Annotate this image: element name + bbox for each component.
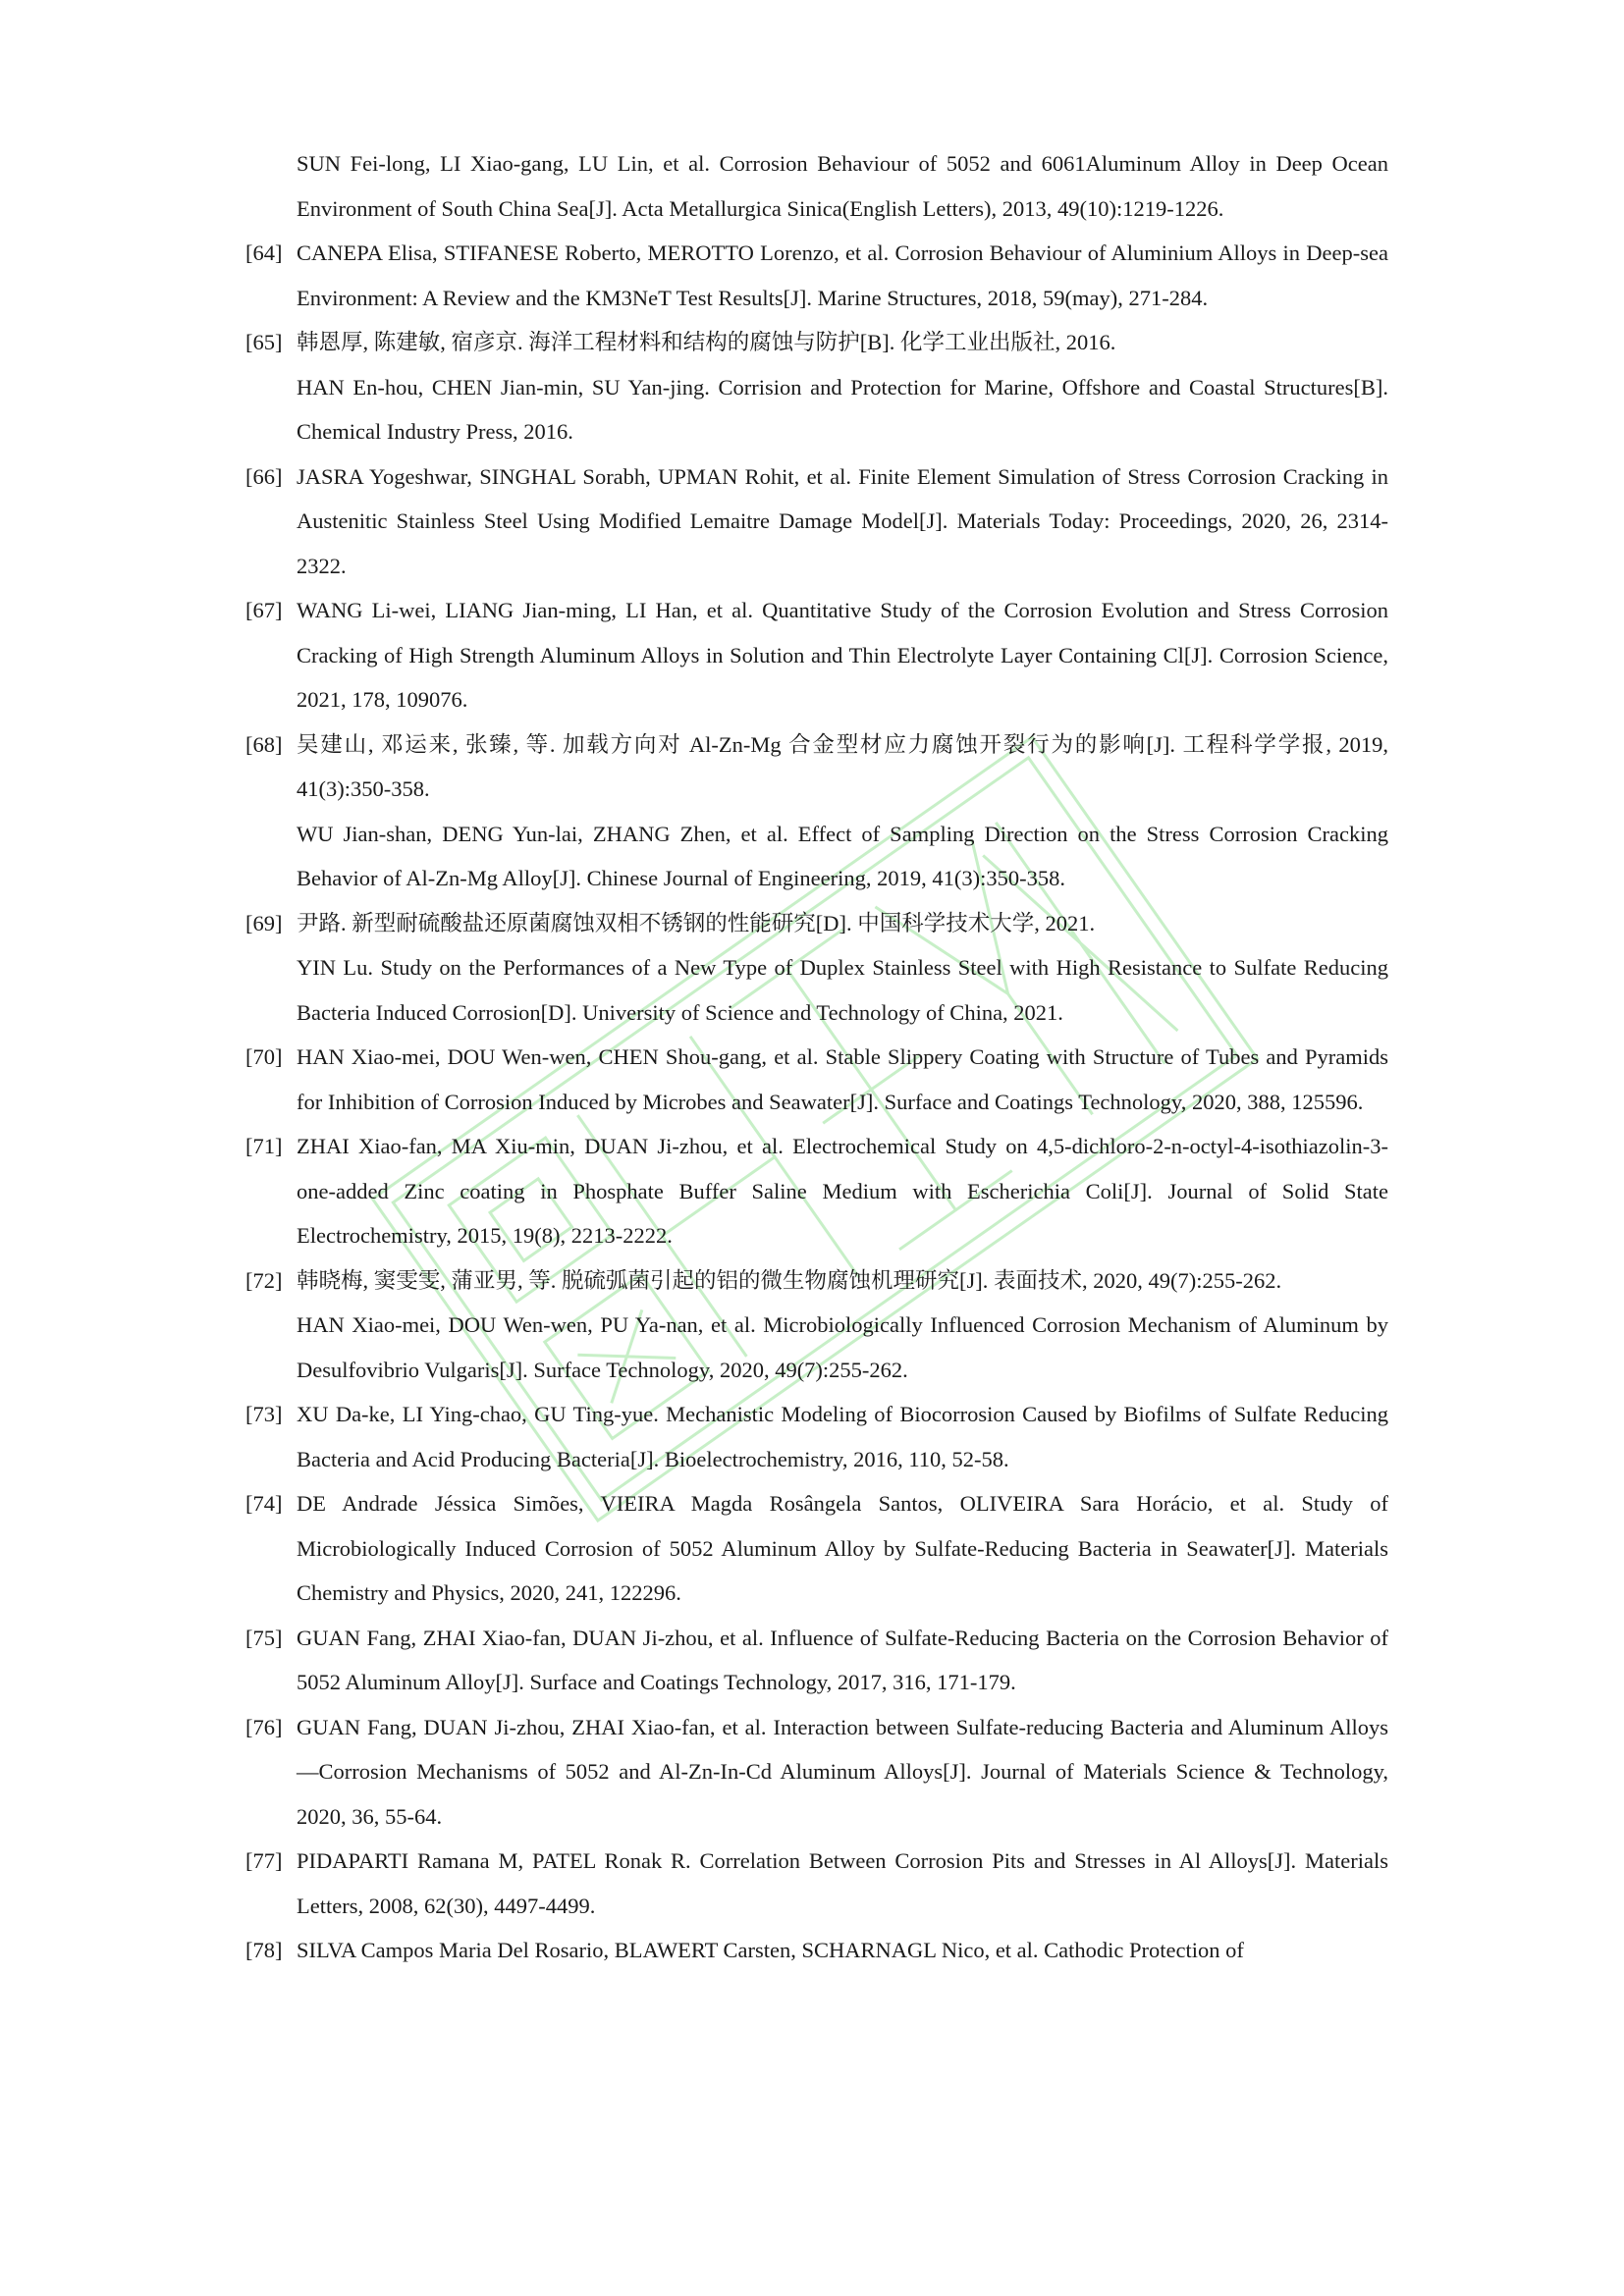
reference-item	[245, 1481, 1388, 1616]
reference-item	[245, 454, 1388, 589]
reference-text: PIDAPARTI Ramana M, PATEL Ronak R. Correlation Between Corrosion Pits and Stresses in Al Alloys[J]. Materials Letters, 2008, 62(30), 4497-4499.	[297, 1848, 1388, 1918]
reference-item	[245, 1258, 1388, 1393]
reference-item	[245, 320, 1388, 454]
reference-text: HAN Xiao-mei, DOU Wen-wen, PU Ya-nan, et al. Microbiologically Influenced Corrosion Mechanism of Aluminum by Desulfovibrio Vulgaris[J]. Surface Technology, 2020, 49(7):255-262.	[297, 1312, 1388, 1382]
reference-item	[245, 1616, 1388, 1705]
reference-number: [71]	[245, 1134, 283, 1158]
reference-item	[245, 722, 1388, 901]
reference-text: CANEPA Elisa, STIFANESE Roberto, MEROTTO Lorenzo, et al. Corrosion Behaviour of Aluminium Alloys in Deep-sea Environment: A Review and the KM3NeT Test Results[J]. Marine Structures, 2018, 59(may), 271-284.	[297, 240, 1388, 310]
reference-text: WU Jian-shan, DENG Yun-lai, ZHANG Zhen, et al. Effect of Sampling Direction on the Stress Corrosion Cracking Behavior of Al-Zn-Mg Alloy[J]. Chinese Journal of Engineering, 2019, 41(3):350-358.	[297, 821, 1388, 890]
reference-number: [69]	[245, 910, 283, 935]
reference-item	[245, 901, 1388, 1036]
reference-item	[245, 1124, 1388, 1258]
reference-number: [66]	[245, 463, 283, 489]
reference-number: [67]	[245, 598, 283, 622]
reference-text: HAN En-hou, CHEN Jian-min, SU Yan-jing. Corrision and Protection for Marine, Offshore and Coastal Structures[B]. Chemical Industry Press, 2016.	[297, 374, 1388, 444]
reference-number: [77]	[245, 1848, 283, 1873]
reference-item	[245, 231, 1388, 320]
reference-number: [72]	[245, 1267, 283, 1293]
reference-number: [78]	[245, 1938, 283, 1962]
reference-number: [73]	[245, 1402, 283, 1426]
reference-text-chinese: 韩恩厚, 陈建敏, 宿彦京. 海洋工程材料和结构的腐蚀与防护[B]. 化学工业出版社, 2016.	[297, 330, 1116, 354]
reference-text: HAN Xiao-mei, DOU Wen-wen, CHEN Shou-gang, et al. Stable Slippery Coating with Structure of Tubes and Pyramids for Inhibition of Corrosion Induced by Microbes and Seawater[J]. Surface and Coatings Technology, 2020, 388, 125596.	[297, 1044, 1388, 1114]
reference-number: [65]	[245, 330, 283, 354]
reference-text: JASRA Yogeshwar, SINGHAL Sorabh, UPMAN Rohit, et al. Finite Element Simulation of Stress Corrosion Cracking in Austenitic Stainless Steel Using Modified Lemaitre Damage Model[J]. Materials Today: Proceedings, 2020, 26, 2314-2322.	[297, 463, 1388, 578]
reference-text-chinese: 尹路. 新型耐硫酸盐还原菌腐蚀双相不锈钢的性能研究[D]. 中国科学技术大学, 2021.	[297, 910, 1096, 935]
reference-item	[245, 1705, 1388, 1840]
reference-item	[245, 1839, 1388, 1928]
reference-text: GUAN Fang, DUAN Ji-zhou, ZHAI Xiao-fan, et al. Interaction between Sulfate-reducing Bacteria and Aluminum Alloys—Corrosion Mechanisms of 5052 and Al-Zn-In-Cd Aluminum Alloys[J]. Journal of Materials Science & Technology, 2020, 36, 55-64.	[297, 1714, 1388, 1829]
reference-item	[245, 1392, 1388, 1481]
reference-text: XU Da-ke, LI Ying-chao, GU Ting-yue. Mechanistic Modeling of Biocorrosion Caused by Biofilms of Sulfate Reducing Bacteria and Acid Producing Bacteria[J]. Bioelectrochemistry, 2016, 110, 52-58.	[297, 1402, 1388, 1471]
reference-text: WANG Li-wei, LIANG Jian-ming, LI Han, et al. Quantitative Study of the Corrosion Evolution and Stress Corrosion Cracking of High Strength Aluminum Alloys in Solution and Thin Electrolyte Layer Containing Cl[J]. Corrosion Science, 2021, 178, 109076.	[297, 598, 1388, 712]
reference-number: [76]	[245, 1714, 283, 1739]
reference-text: ZHAI Xiao-fan, MA Xiu-min, DUAN Ji-zhou, et al. Electrochemical Study on 4,5-dichloro-2-n-octyl-4-isothiazolin-3-one-added Zinc coating in Phosphate Buffer Saline Medium with Escherichia Coli[J]. Journal of Solid State Electrochemistry, 2015, 19(8), 2213-2222.	[297, 1134, 1388, 1248]
reference-item	[245, 1035, 1388, 1124]
reference-list	[245, 141, 1388, 1973]
reference-item	[245, 1928, 1388, 1973]
reference-text: DE Andrade Jéssica Simões, VIEIRA Magda Rosângela Santos, OLIVEIRA Sara Horácio, et al. Study of Microbiologically Induced Corrosion of 5052 Aluminum Alloy by Sulfate-Reducing Bacteria in Seawater[J]. Materials Chemistry and Physics, 2020, 241, 122296.	[297, 1491, 1388, 1605]
reference-number: [68]	[245, 731, 283, 757]
reference-text: SILVA Campos Maria Del Rosario, BLAWERT Carsten, SCHARNAGL Nico, et al. Cathodic Protection of	[297, 1938, 1244, 1962]
reference-number: [74]	[245, 1491, 283, 1516]
reference-text: GUAN Fang, ZHAI Xiao-fan, DUAN Ji-zhou, et al. Influence of Sulfate-Reducing Bacteria on the Corrosion Behavior of 5052 Aluminum Alloy[J]. Surface and Coatings Technology, 2017, 316, 171-179.	[297, 1625, 1388, 1694]
reference-text: YIN Lu. Study on the Performances of a New Type of Duplex Stainless Steel with High Resistance to Sulfate Reducing Bacteria Induced Corrosion[D]. University of Science and Technology of China, 2021.	[297, 955, 1388, 1025]
reference-number: [75]	[245, 1625, 283, 1650]
reference-text: SUN Fei-long, LI Xiao-gang, LU Lin, et al. Corrosion Behaviour of 5052 and 6061Aluminum Alloy in Deep Ocean Environment of South China Sea[J]. Acta Metallurgica Sinica(English Letters), 2013, 49(10):1219-1226.	[297, 151, 1388, 221]
reference-number: [64]	[245, 240, 283, 265]
reference-item	[245, 141, 1388, 231]
reference-number: [70]	[245, 1044, 283, 1069]
reference-text-chinese: 吴建山, 邓运来, 张臻, 等. 加载方向对 Al-Zn-Mg 合金型材应力腐蚀开裂行为的影响[J]. 工程科学学报, 2019, 41(3):350-358.	[297, 731, 1388, 801]
reference-text-chinese: 韩晓梅, 窦雯雯, 蒲亚男, 等. 脱硫弧菌引起的铝的微生物腐蚀机理研究[J]. 表面技术, 2020, 49(7):255-262.	[297, 1267, 1282, 1293]
reference-item	[245, 588, 1388, 722]
